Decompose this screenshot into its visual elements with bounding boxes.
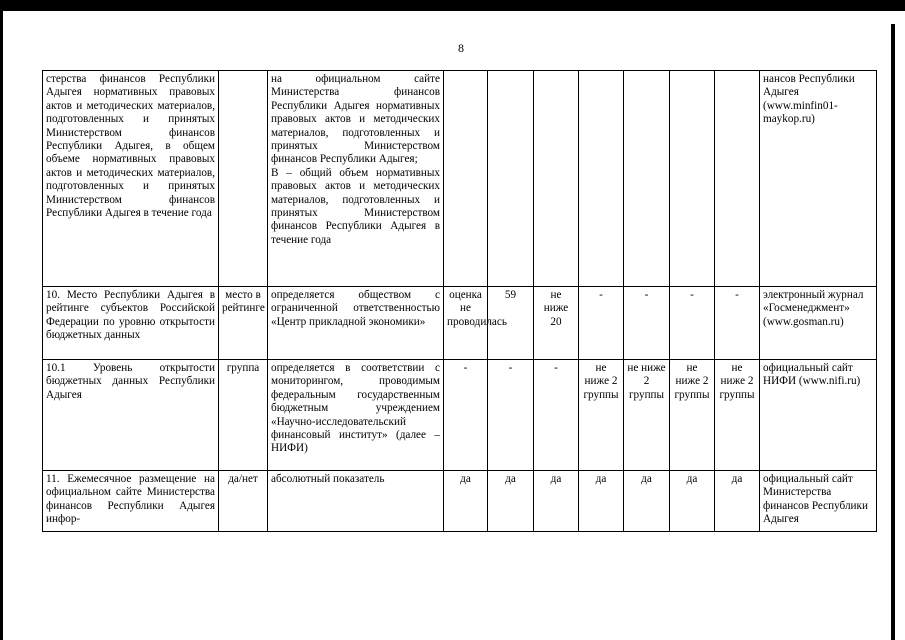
value-cell: не ниже 2 группы [579, 360, 624, 471]
table-row [43, 471, 877, 532]
source-cell: электронный журнал «Госменеджмент» (www.gosman.ru) [760, 287, 877, 360]
value-cell: да [579, 471, 624, 532]
value-cell: 59 [488, 287, 534, 360]
table-row [43, 287, 877, 360]
value-cell: да [670, 471, 715, 532]
method-cell: определяется обществом с ограниченной ответственностью «Центр прикладной экономики» [268, 287, 444, 360]
value-cell: - [579, 287, 624, 360]
value-cell: - [624, 287, 670, 360]
value-cell: да [715, 471, 760, 532]
value-cell: не ниже 2 группы [624, 360, 670, 471]
value-cell: не ниже 20 [534, 287, 579, 360]
indicator-cell: 10.1 Уровень открытости бюджетных данных Республики Адыгея [43, 360, 219, 471]
method-cell: определяется в соответствии с мониторингом, проводимым федеральным государственным бюджетным учреждением «Научно-исследовательский финансовый институт» (далее – НИФИ) [268, 360, 444, 471]
value-cell [534, 71, 579, 287]
value-cell: - [715, 287, 760, 360]
scan-border-right [891, 24, 895, 640]
value-cell: да [488, 471, 534, 532]
scan-border-left [0, 0, 3, 640]
value-cell: да [534, 471, 579, 532]
value-cell: не ниже 2 группы [670, 360, 715, 471]
value-cell: не ниже 2 группы [715, 360, 760, 471]
value-cell: да [624, 471, 670, 532]
page-number: 8 [458, 41, 464, 55]
value-cell: - [534, 360, 579, 471]
value-cell [579, 71, 624, 287]
value-cell [488, 71, 534, 287]
table-row [43, 71, 877, 287]
scan-border-top [0, 0, 905, 11]
source-cell: нансов Республики Адыгея (www.minfin01-maykop.ru) [760, 71, 877, 287]
value-cell [670, 71, 715, 287]
indicators-table [42, 70, 877, 532]
indicator-cell: стерства финансов Республики Адыгея нормативных правовых актов и методических материалов, подготовленных и принятых Министерством финансов Республики Адыгея, в общем объеме нормативных правовых актов и методических материалов, подготовленных и принятых Министерством финансов Республики Адыгея в течение года [43, 71, 219, 287]
method-cell: абсолютный показатель [268, 471, 444, 532]
unit-cell: группа [219, 360, 268, 471]
value-cell: - [488, 360, 534, 471]
table-row [43, 360, 877, 471]
value-cell: оценка не проводилась [444, 287, 488, 360]
method-cell: на официальном сайте Министерства финансов Республики Адыгея нормативных правовых актов и методических материалов, подготовленных и принятых Министерством финансов Республики Адыгея; В – общий объем нормативных правовых актов и методических материалов, подготовленных и принятых Министерством финансов Республики Адыгея в течение года [268, 71, 444, 287]
value-cell [624, 71, 670, 287]
value-cell: да [444, 471, 488, 532]
value-cell: - [670, 287, 715, 360]
unit-cell [219, 71, 268, 287]
source-cell: официальный сайт Министерства финансов Республики Адыгея [760, 471, 877, 532]
value-cell [444, 71, 488, 287]
indicator-cell: 10. Место Республики Адыгея в рейтинге субъектов Российской Федерации по уровню открытости бюджетных данных [43, 287, 219, 360]
unit-cell: место в рейтинге [219, 287, 268, 360]
value-cell [715, 71, 760, 287]
value-cell: - [444, 360, 488, 471]
indicator-cell: 11. Ежемесячное размещение на официальном сайте Министерства финансов Республики Адыгея инфор- [43, 471, 219, 532]
unit-cell: да/нет [219, 471, 268, 532]
source-cell: официальный сайт НИФИ (www.nifi.ru) [760, 360, 877, 471]
